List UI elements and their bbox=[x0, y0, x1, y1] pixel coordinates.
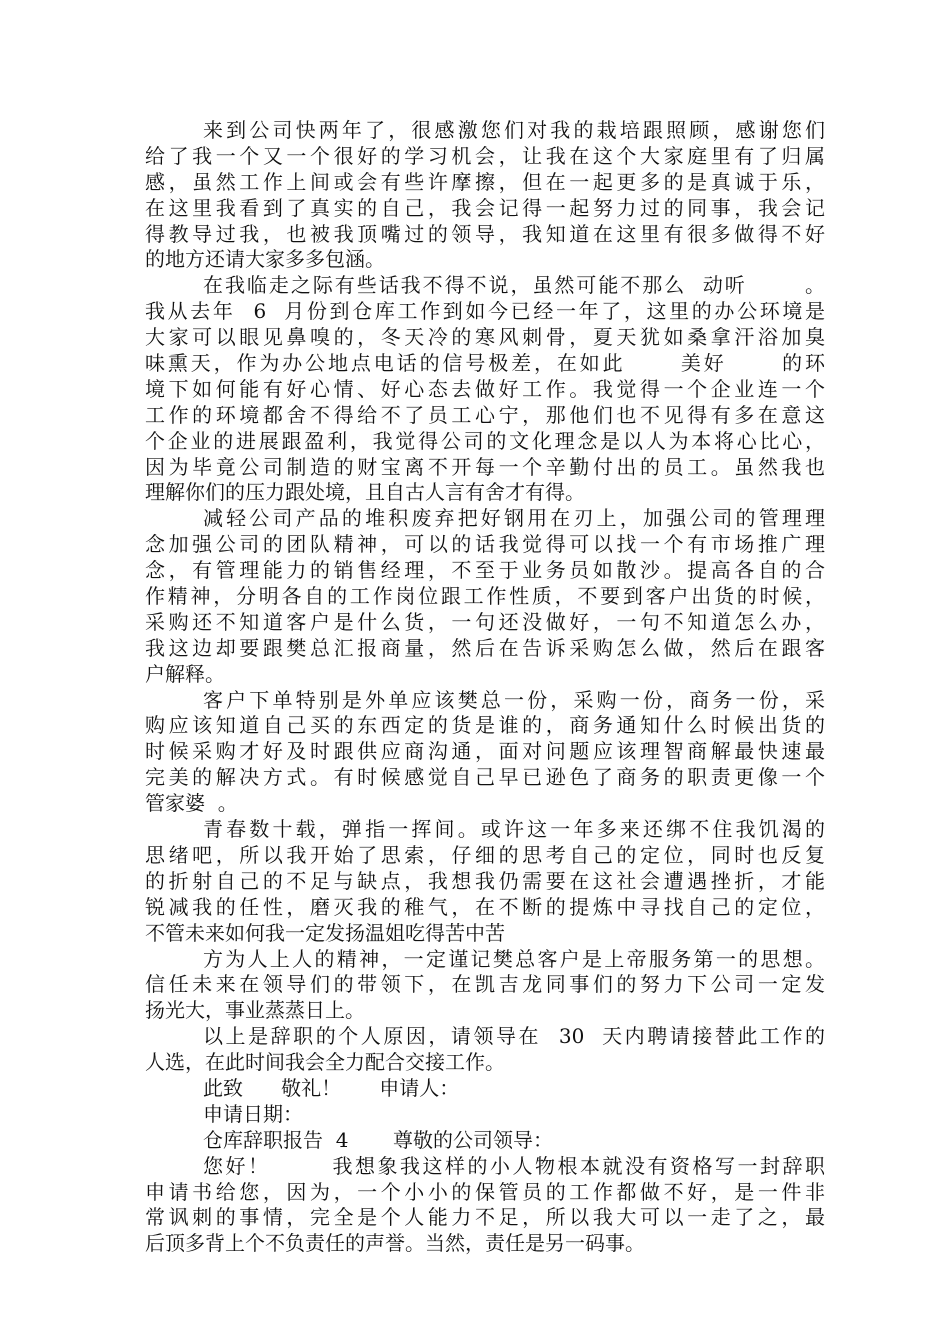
text-line: 给了我一个又一个很好的学习机会，让我在这个大家庭里有了归属 bbox=[145, 143, 825, 168]
text-line: 您好！ 我想象我这样的小人物根本就没有资格写一封辞职 bbox=[203, 1153, 825, 1178]
text-line: 扬光大，事业蒸蒸日上。 bbox=[145, 998, 365, 1023]
text-line: 此致 敬礼！ 申请人： bbox=[203, 1075, 460, 1100]
text-line: 采购还不知道客户是什么货，一句还没做好，一句不知道怎么办， bbox=[145, 609, 825, 634]
text-line: 信任未来在领导们的带领下，在凯吉龙同事们的努力下公司一定发 bbox=[145, 972, 825, 997]
text-line: 人选，在此时间我会全力配合交接工作。 bbox=[145, 1050, 505, 1075]
text-line: 客户下单特别是外单应该樊总一份，采购一份，商务一份，采 bbox=[203, 687, 825, 712]
text-line: 仓库辞职报告 4 尊敬的公司领导： bbox=[203, 1127, 553, 1152]
text-line: 完美的解决方式。有时候感觉自己早已逊色了商务的职责更像一个 bbox=[145, 765, 825, 790]
text-line: 不管未来如何我一定发扬温姐吃得苦中苦 bbox=[145, 920, 505, 945]
text-line: 在这里我看到了真实的自己，我会记得一起努力过的同事，我会记 bbox=[145, 195, 825, 220]
text-line: 我这边却要跟樊总汇报商量，然后在告诉采购怎么做，然后在跟客 bbox=[145, 635, 825, 660]
text-line: 味熏天，作为办公地点电话的信号极差，在如此 美好 的环 bbox=[145, 351, 825, 376]
text-line: 申请日期： bbox=[203, 1101, 303, 1126]
text-line: 的地方还请大家多多包涵。 bbox=[145, 247, 385, 272]
text-line: 户解释。 bbox=[145, 661, 225, 686]
text-line: 因为毕竟公司制造的财宝离不开每一个辛勤付出的员工。虽然我也 bbox=[145, 454, 825, 479]
text-line: 以上是辞职的个人原因，请领导在 30 天内聘请接替此工作的 bbox=[203, 1024, 825, 1049]
text-line: 时候采购才好及时跟供应商沟通，面对问题应该理智商解最快速最 bbox=[145, 739, 825, 764]
text-line: 感，虽然工作上间或会有些许摩擦，但在一起更多的是真诚于乐， bbox=[145, 169, 825, 194]
text-line: 在我临走之际有些话我不得不说，虽然可能不那么 动听 。 bbox=[203, 273, 825, 298]
text-line: 管家婆 。 bbox=[145, 791, 238, 816]
text-line: 作精神，分明各自的工作岗位跟工作性质，不要到客户出货的时候， bbox=[145, 584, 825, 609]
text-line: 申请书给您，因为，一个小小的保管员的工作都做不好，是一件非 bbox=[145, 1179, 825, 1204]
text-line: 的折射自己的不足与缺点，我想我仍需要在这社会遭遇挫折，才能 bbox=[145, 868, 825, 893]
text-line: 个企业的进展跟盈利，我觉得公司的文化理念是以人为本将心比心， bbox=[145, 428, 825, 453]
text-line: 来到公司快两年了，很感激您们对我的栽培跟照顾，感谢您们 bbox=[203, 118, 825, 142]
text-line: 理解你们的压力跟处境，且自古人言有舍才有得。 bbox=[145, 480, 585, 505]
text-line: 境下如何能有好心情、好心态去做好工作。我觉得一个企业连一个 bbox=[145, 376, 825, 401]
text-line: 青春数十载，弹指一挥间。或许这一年多来还绑不住我饥渴的 bbox=[203, 817, 825, 842]
text-line: 工作的环境都舍不得给不了员工心宁，那他们也不见得有多在意这 bbox=[145, 402, 825, 427]
text-line: 常讽刺的事情，完全是个人能力不足，所以我大可以一走了之，最 bbox=[145, 1205, 825, 1230]
text-line: 锐减我的任性，磨灭我的稚气，在不断的提炼中寻找自己的定位， bbox=[145, 894, 825, 919]
text-line: 思绪吧，所以我开始了思索，仔细的思考自己的定位，同时也反复 bbox=[145, 842, 825, 867]
text-line: 念加强公司的团队精神，可以的话我觉得可以找一个有市场推广理 bbox=[145, 532, 825, 557]
text-line: 念，有管理能力的销售经理，不至于业务员如散沙。提高各自的合 bbox=[145, 558, 825, 583]
text-line: 后顶多背上个不负责任的声誉。当然，责任是另一码事。 bbox=[145, 1231, 645, 1256]
text-line: 我从去年 6 月份到仓库工作到如今已经一年了，这里的办公环境是 bbox=[145, 299, 825, 324]
text-line: 购应该知道自己买的东西定的货是谁的，商务通知什么时候出货的 bbox=[145, 713, 825, 738]
text-line: 方为人上人的精神，一定谨记樊总客户是上帝服务第一的思想。 bbox=[203, 946, 825, 971]
text-line: 得教导过我，也被我顶嘴过的领导，我知道在这里有很多做得不好 bbox=[145, 221, 825, 246]
text-line: 减轻公司产品的堆积废弃把好钢用在刃上，加强公司的管理理 bbox=[203, 506, 825, 531]
text-line: 大家可以眼见鼻嗅的，冬天冷的寒风刺骨，夏天犹如桑拿汗浴加臭 bbox=[145, 325, 825, 350]
document-body bbox=[145, 118, 825, 1257]
